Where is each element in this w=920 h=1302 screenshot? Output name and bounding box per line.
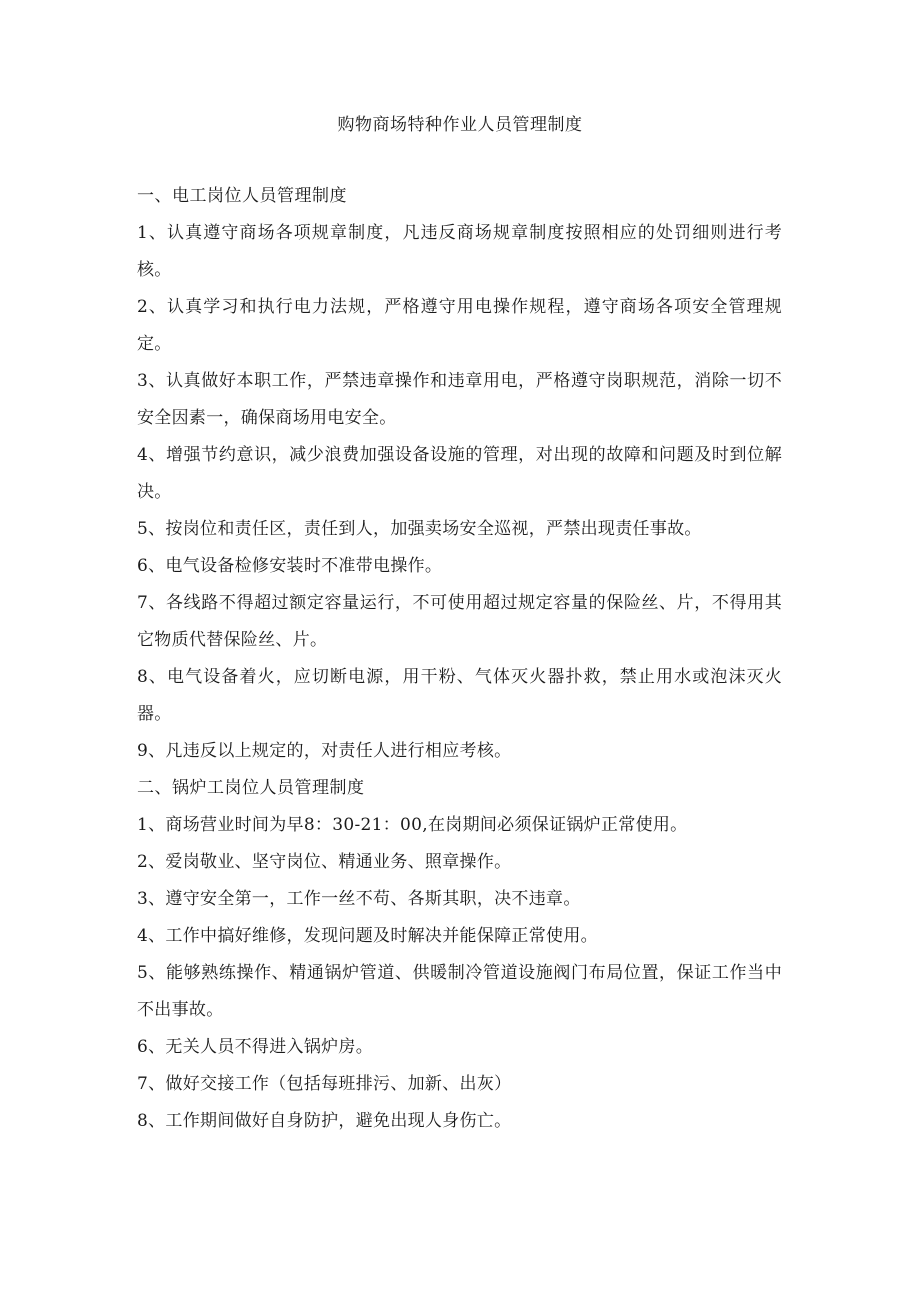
rule-item: 1、认真遵守商场各项规章制度，凡违反商场规章制度按照相应的处罚细则进行考核。 [137,223,782,280]
rule-item: 9、凡违反以上规定的，对责任人进行相应考核。 [137,741,512,761]
rule-item: 8、工作期间做好自身防护，避免出现人身伤亡。 [137,1111,512,1131]
rule-item: 4、工作中搞好维修，发现问题及时解决并能保障正常使用。 [137,926,598,946]
rule-item: 2、爱岗敬业、坚守岗位、精通业务、照章操作。 [137,852,512,872]
document-title: 购物商场特种作业人员管理制度 [337,115,583,135]
rule-item: 3、认真做好本职工作，严禁违章操作和违章用电，严格遵守岗职规范，消除一切不安全因素一，确保商场用电安全。 [137,371,782,428]
section-heading-boiler: 二、锅炉工岗位人员管理制度 [137,778,365,798]
rule-item: 2、认真学习和执行电力法规，严格遵守用电操作规程，遵守商场各项安全管理规定。 [137,297,782,354]
rule-item: 5、能够熟练操作、精通锅炉管道、供暖制冷管道设施阀门布局位置，保证工作当中不出事故。 [137,963,782,1020]
rule-item: 1、商场营业时间为早8：30-21：00,在岗期间必须保证锅炉正常使用。 [137,815,688,835]
rule-item: 6、无关人员不得进入锅炉房。 [137,1037,374,1057]
section-heading-electrician: 一、电工岗位人员管理制度 [137,186,347,206]
rule-item: 7、做好交接工作（包括每班排污、加新、出灰） [137,1074,512,1094]
rule-item: 8、电气设备着火，应切断电源，用干粉、气体灭火器扑救，禁止用水或泡沫灭火器。 [137,667,782,724]
rule-item: 4、增强节约意识，减少浪费加强设备设施的管理，对出现的故障和问题及时到位解决。 [137,445,782,502]
rule-item: 6、电气设备检修安装时不准带电操作。 [137,556,443,576]
document-body [137,178,782,1140]
rule-item: 3、遵守安全第一，工作一丝不苟、各斯其职，决不违章。 [137,889,581,909]
rule-item: 5、按岗位和责任区，责任到人，加强卖场安全巡视，严禁出现责任事故。 [137,519,702,539]
rule-item: 7、各线路不得超过额定容量运行，不可使用超过规定容量的保险丝、片，不得用其它物质代替保险丝、片。 [137,593,782,650]
